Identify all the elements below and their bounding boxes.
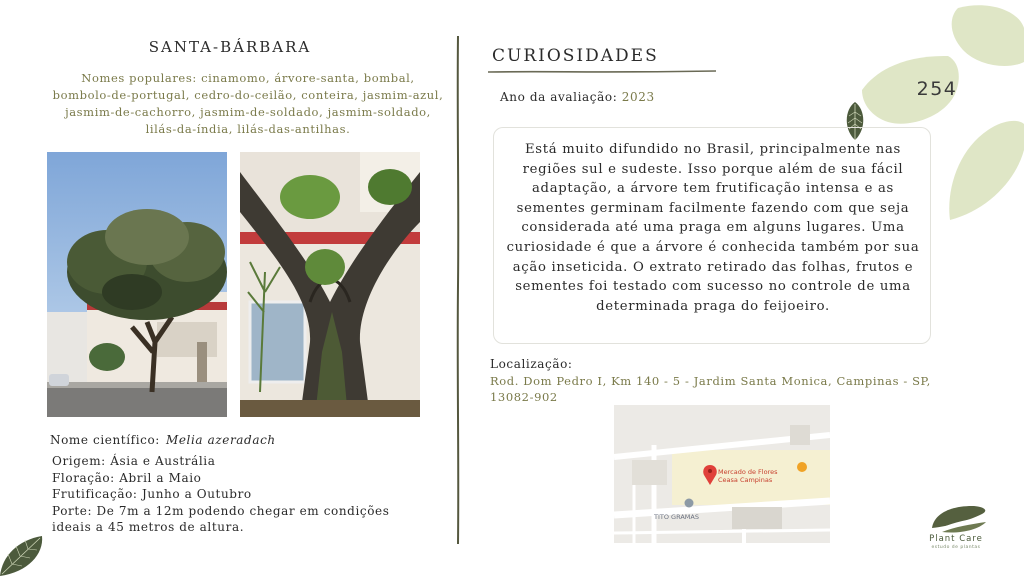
location-map — [614, 405, 830, 543]
scientific-label: Nome científico: — [50, 433, 160, 447]
map-place-line2: Ceasa Campinas — [718, 476, 773, 484]
trunk-photo — [240, 152, 420, 417]
logo-name: Plant Care — [929, 534, 983, 544]
place-marker-icon — [685, 499, 694, 508]
section-title: CURIOSIDADES — [492, 46, 659, 66]
scientific-name: Melia azeradach — [165, 433, 276, 447]
tree-photo — [47, 152, 227, 417]
map-area-label: TITO GRAMAS — [654, 513, 699, 521]
location-label: Localização: — [490, 357, 573, 371]
map-place-line1: Mercado de Flores — [718, 468, 778, 476]
logo-tagline: estudo de plantas — [931, 545, 981, 550]
curiosity-text: Está muito difundido no Brasil, principalmente nas regiões sul e sudeste. Isso porque além de sua fácil adaptação, a árvore tem frutificação intensa e as sementes germinam facilmente fazendo com que seja considerada até uma praga em alguns lugares. Uma curiosidade é que a árvore é conhecida também por sua ação inseticida. O extrato retirado das folhas, frutos e sementes foi testado com sucesso no controle de uma determinada praga do feijoeiro. — [506, 142, 920, 314]
column-divider — [455, 36, 461, 544]
title-underline — [488, 68, 716, 76]
leaf-icon — [0, 532, 48, 576]
page-number: 254 — [916, 78, 958, 100]
plant-title: SANTA-BÁRBARA — [148, 38, 312, 56]
fact-fruiting: Frutificação: Junho a Outubro — [52, 487, 252, 501]
year-label: Ano da avaliação: — [500, 90, 618, 104]
scientific-name-row — [50, 433, 276, 447]
evaluation-year — [500, 90, 655, 104]
fact-flowering: Floração: Abril a Maio — [52, 470, 202, 485]
year-value: 2023 — [621, 90, 655, 104]
fact-origin: Origem: Ásia e Austrália — [52, 454, 216, 468]
facts-list — [52, 453, 432, 536]
popular-names: Nomes populares: cinamomo, árvore-santa, bombal, bombolo-de-portugal, cedro-do-ceilão, conteira, jasmim-azul, jasmim-de-cachorro, jasmim-de-soldado, jasmim-soldado, lilás-da-índia, lilás-das-antilhas. — [52, 71, 444, 136]
location-address: Rod. Dom Pedro I, Km 140 - 5 - Jardim Santa Monica, Campinas - SP, 13082-902 — [490, 374, 931, 404]
restaurant-icon — [797, 462, 807, 472]
fact-size: Porte: De 7m a 12m podendo chegar em condições ideais a 45 metros de altura. — [52, 503, 390, 534]
